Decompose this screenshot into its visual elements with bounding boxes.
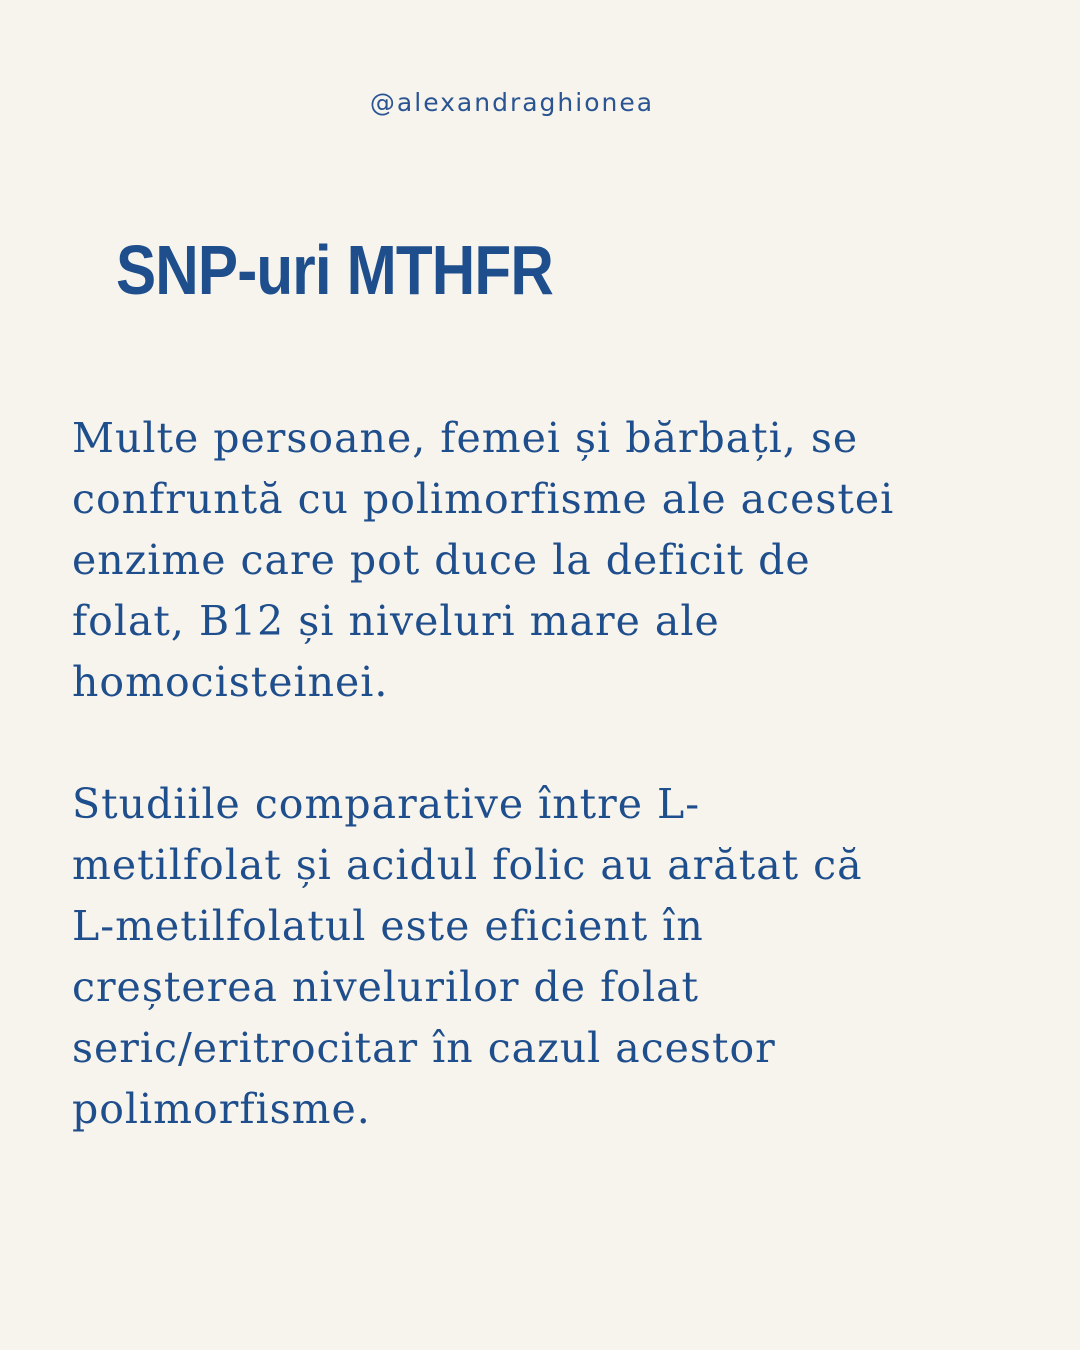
- paragraph-2-line: creșterea nivelurilor de folat: [72, 963, 699, 1011]
- paragraph-1-line: confruntă cu polimorfisme ale acestei: [72, 475, 895, 523]
- paragraph-1-line: Multe persoane, femei și bărbați, se: [72, 414, 859, 462]
- handle-text: @alexandraghionea: [369, 88, 655, 117]
- paragraph-2-line: Studiile comparative între L-: [72, 780, 701, 828]
- paragraph-1-line: folat, B12 și niveluri mare ale: [72, 597, 720, 645]
- paragraph-1: [72, 408, 1032, 713]
- paragraph-2-line: metilfolat și acidul folic au arătat că: [72, 841, 863, 889]
- paragraph-2-line: polimorfisme.: [72, 1085, 371, 1133]
- paragraph-1-line: enzime care pot duce la deficit de: [72, 536, 811, 584]
- paragraph-1-line: homocisteinei.: [72, 658, 389, 706]
- paragraph-2-line: L-metilfolatul este eficient în: [72, 902, 704, 950]
- paragraph-2: [72, 774, 1032, 1140]
- paragraph-2-line: seric/eritrocitar în cazul acestor: [72, 1024, 776, 1072]
- page-title: SNP-uri MTHFR: [116, 231, 553, 309]
